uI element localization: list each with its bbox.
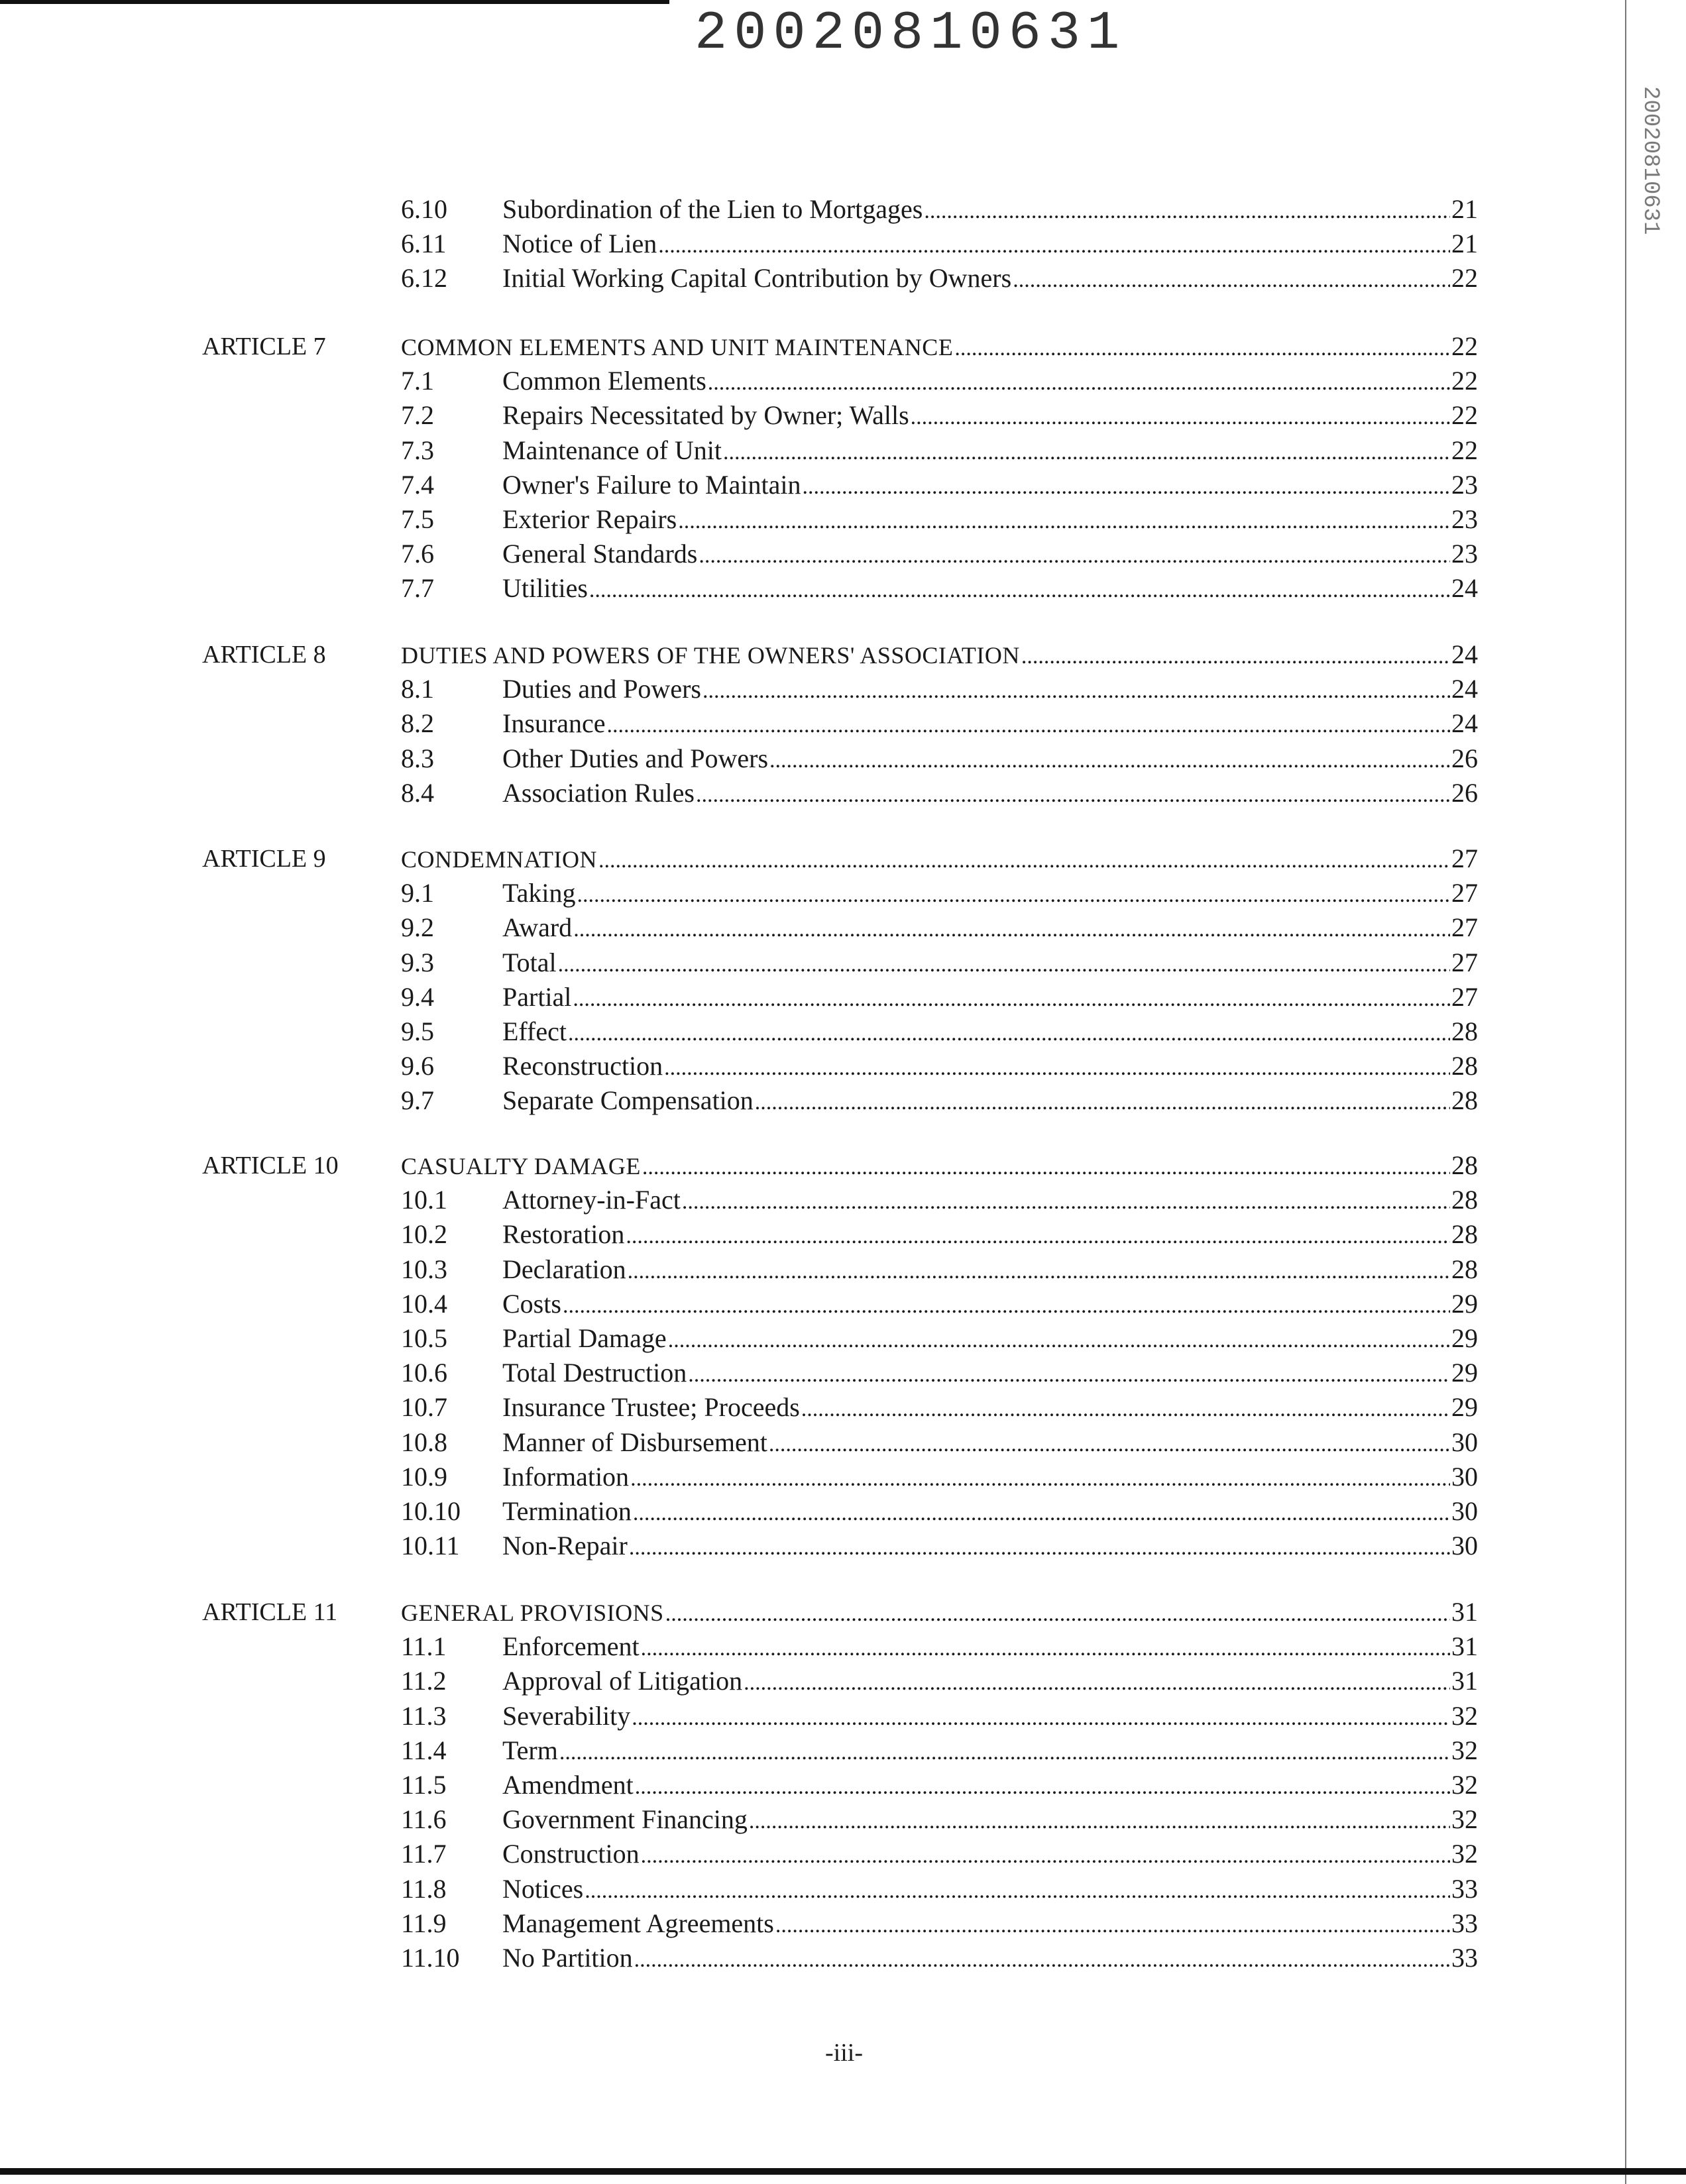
- section-number: 11.1: [401, 1631, 447, 1662]
- entry-page: 24: [1451, 674, 1478, 704]
- entry-title: Effect: [502, 1016, 567, 1046]
- dot-leader: [634, 1943, 1450, 1977]
- section-number: 10.1: [401, 1185, 447, 1215]
- entry-title: Declaration: [502, 1254, 626, 1284]
- dot-leader: [558, 948, 1450, 982]
- entry-page: 21: [1451, 229, 1478, 259]
- entry-page: 33: [1451, 1943, 1478, 1973]
- toc-entry[interactable]: [502, 1049, 1478, 1083]
- section-number: 9.4: [401, 981, 434, 1012]
- entry-page: 22: [1451, 366, 1478, 396]
- dot-leader: [626, 1219, 1450, 1254]
- toc-entry[interactable]: [502, 1321, 1478, 1356]
- section-number: 6.12: [401, 263, 447, 294]
- section-number: 10.6: [401, 1358, 447, 1388]
- dot-leader: [911, 400, 1450, 435]
- toc-entry[interactable]: [502, 1217, 1478, 1252]
- article-label: ARTICLE 7: [202, 333, 326, 360]
- toc-entry[interactable]: [502, 1083, 1478, 1118]
- dot-leader: [664, 1051, 1450, 1085]
- entry-page: 31: [1451, 1631, 1478, 1662]
- entry-page: 24: [1451, 708, 1478, 739]
- entry-page: 24: [1451, 573, 1478, 604]
- toc-entry[interactable]: [502, 1837, 1478, 1871]
- section-number: 8.1: [401, 674, 434, 704]
- article-page: 24: [1451, 639, 1478, 669]
- toc-entry[interactable]: [502, 537, 1478, 571]
- dot-leader: [573, 912, 1450, 947]
- entry-title: Termination: [502, 1496, 632, 1526]
- entry-page: 26: [1451, 777, 1478, 808]
- article-label: ARTICLE 10: [202, 1152, 339, 1179]
- entry-page: 23: [1451, 539, 1478, 569]
- dot-leader: [665, 1597, 1450, 1631]
- toc-entry[interactable]: [502, 1460, 1478, 1494]
- section-number: 11.4: [401, 1735, 447, 1765]
- entry-title: Notices: [502, 1873, 584, 1904]
- article-page: 28: [1451, 1150, 1478, 1180]
- section-number: 9.6: [401, 1051, 434, 1081]
- entry-page: 29: [1451, 1288, 1478, 1319]
- toc-entry[interactable]: [502, 980, 1478, 1014]
- section-number: 11.2: [401, 1666, 447, 1696]
- entry-title: Insurance: [502, 708, 606, 739]
- entry-title: Reconstruction: [502, 1051, 663, 1081]
- entry-page: 28: [1451, 1085, 1478, 1116]
- toc-entry[interactable]: [502, 1183, 1478, 1217]
- dot-leader: [802, 470, 1450, 504]
- article-heading[interactable]: [401, 1595, 1478, 1629]
- article-title: DUTIES AND POWERS OF THE OWNERS' ASSOCIATION: [401, 642, 1020, 669]
- entry-title: Maintenance of Unit: [502, 435, 722, 465]
- entry-page: 28: [1451, 1219, 1478, 1250]
- section-number: 11.6: [401, 1804, 447, 1835]
- entry-title: Notice of Lien: [502, 229, 657, 259]
- section-number: 9.5: [401, 1016, 434, 1046]
- toc-entry[interactable]: [502, 946, 1478, 980]
- entry-title: Initial Working Capital Contribution by Owners: [502, 263, 1012, 294]
- entry-page: 23: [1451, 469, 1478, 500]
- section-number: 7.1: [401, 366, 434, 396]
- entry-title: Taking: [502, 878, 576, 908]
- toc-entry[interactable]: [502, 910, 1478, 945]
- toc-entry[interactable]: [502, 468, 1478, 502]
- section-number: 8.3: [401, 743, 434, 773]
- section-number: 11.10: [401, 1943, 460, 1973]
- entry-page: 32: [1451, 1700, 1478, 1731]
- toc-entry[interactable]: [502, 571, 1478, 606]
- entry-title: Utilities: [502, 573, 588, 604]
- toc-entry[interactable]: [502, 1872, 1478, 1906]
- toc-entry[interactable]: [502, 502, 1478, 537]
- section-number: 10.3: [401, 1254, 447, 1284]
- article-label: ARTICLE 11: [202, 1598, 338, 1626]
- entry-page: 29: [1451, 1358, 1478, 1388]
- section-number: 11.5: [401, 1770, 447, 1800]
- dot-leader: [755, 1085, 1450, 1120]
- toc-entry[interactable]: [502, 776, 1478, 810]
- entry-page: 28: [1451, 1016, 1478, 1046]
- section-number: 7.6: [401, 539, 434, 569]
- entry-page: 32: [1451, 1770, 1478, 1800]
- entry-title: Other Duties and Powers: [502, 743, 769, 773]
- toc-entry[interactable]: [502, 1941, 1478, 1975]
- dot-leader: [658, 229, 1450, 263]
- section-number: 11.7: [401, 1839, 447, 1869]
- entry-title: Approval of Litigation: [502, 1666, 743, 1696]
- dot-leader: [749, 1804, 1450, 1839]
- entry-title: Costs: [502, 1288, 561, 1319]
- entry-page: 21: [1451, 194, 1478, 224]
- toc-entry[interactable]: [502, 1252, 1478, 1287]
- dot-leader: [678, 504, 1450, 539]
- toc-entry[interactable]: [502, 1768, 1478, 1802]
- dot-leader: [635, 1770, 1450, 1804]
- dot-leader: [696, 778, 1450, 812]
- entry-page: 30: [1451, 1427, 1478, 1457]
- entry-title: Award: [502, 912, 573, 943]
- section-number: 10.2: [401, 1219, 447, 1250]
- dot-leader: [668, 1323, 1450, 1358]
- entry-title: Amendment: [502, 1770, 634, 1800]
- dot-leader: [629, 1531, 1450, 1565]
- toc-entry[interactable]: [502, 876, 1478, 910]
- dot-leader: [699, 539, 1450, 573]
- entry-title: Total Destruction: [502, 1358, 687, 1388]
- entry-title: Manner of Disbursement: [502, 1427, 767, 1457]
- dot-leader: [769, 743, 1450, 778]
- entry-page: 23: [1451, 504, 1478, 534]
- dot-leader: [1013, 263, 1450, 298]
- dot-leader: [641, 1839, 1450, 1873]
- section-number: 10.7: [401, 1392, 447, 1423]
- article-heading[interactable]: [401, 1148, 1478, 1183]
- entry-title: No Partition: [502, 1943, 633, 1973]
- entry-title: Total: [502, 947, 557, 977]
- section-number: 7.2: [401, 400, 434, 431]
- entry-page: 28: [1451, 1254, 1478, 1284]
- article-title: COMMON ELEMENTS AND UNIT MAINTENANCE: [401, 334, 954, 360]
- section-number: 10.5: [401, 1323, 447, 1353]
- entry-page: 22: [1451, 400, 1478, 431]
- section-number: 7.5: [401, 504, 434, 534]
- dot-leader: [559, 1735, 1450, 1770]
- article-title: CONDEMNATION: [401, 846, 597, 873]
- entry-page: 32: [1451, 1804, 1478, 1835]
- article-page: 27: [1451, 844, 1478, 873]
- section-number: 6.10: [401, 194, 447, 224]
- dot-leader: [633, 1496, 1450, 1531]
- entry-page: 30: [1451, 1531, 1478, 1561]
- toc-entry[interactable]: [502, 433, 1478, 468]
- page-number: -iii-: [825, 2039, 863, 2067]
- article-page: 22: [1451, 331, 1478, 361]
- section-number: 10.11: [401, 1531, 460, 1561]
- entry-title: Construction: [502, 1839, 640, 1869]
- section-number: 7.3: [401, 435, 434, 465]
- section-number: 7.7: [401, 573, 434, 604]
- dot-leader: [589, 573, 1450, 608]
- article-heading[interactable]: [401, 637, 1478, 672]
- toc-entry[interactable]: [502, 398, 1478, 433]
- entry-title: Association Rules: [502, 777, 695, 808]
- section-number: 9.3: [401, 947, 434, 977]
- section-number: 8.2: [401, 708, 434, 739]
- dot-leader: [708, 366, 1450, 400]
- dot-leader: [642, 1150, 1450, 1185]
- toc-entry[interactable]: [502, 227, 1478, 261]
- entry-title: Insurance Trustee; Proceeds: [502, 1392, 800, 1423]
- toc-entry[interactable]: [502, 1287, 1478, 1321]
- article-label: ARTICLE 8: [202, 641, 326, 669]
- entry-title: Attorney-in-Fact: [502, 1185, 681, 1215]
- entry-page: 30: [1451, 1496, 1478, 1526]
- entry-title: General Standards: [502, 539, 698, 569]
- entry-page: 32: [1451, 1735, 1478, 1765]
- article-title: GENERAL PROVISIONS: [401, 1600, 664, 1626]
- toc-entry[interactable]: [502, 1699, 1478, 1733]
- toc-entry[interactable]: [502, 1356, 1478, 1390]
- toc-entry[interactable]: [502, 1390, 1478, 1425]
- dot-leader: [688, 1358, 1450, 1392]
- dot-leader: [628, 1254, 1450, 1289]
- dot-leader: [573, 982, 1450, 1016]
- toc-entry[interactable]: [502, 364, 1478, 398]
- entry-page: 26: [1451, 743, 1478, 773]
- entry-page: 31: [1451, 1666, 1478, 1696]
- dot-leader: [606, 708, 1450, 743]
- entry-page: 22: [1451, 435, 1478, 465]
- section-number: 6.11: [401, 229, 447, 259]
- section-number: 11.3: [401, 1700, 447, 1731]
- entry-title: Duties and Powers: [502, 674, 701, 704]
- top-rule: [0, 0, 669, 4]
- entry-page: 33: [1451, 1908, 1478, 1938]
- dot-leader: [563, 1289, 1450, 1323]
- bottom-rule: [0, 2168, 1686, 2175]
- entry-page: 27: [1451, 947, 1478, 977]
- toc-entry[interactable]: [502, 1802, 1478, 1837]
- entry-page: 28: [1451, 1051, 1478, 1081]
- toc-entry[interactable]: [502, 1733, 1478, 1768]
- toc-entry[interactable]: [502, 1629, 1478, 1664]
- section-number: 10.10: [401, 1496, 461, 1526]
- page-edge-divider: [1625, 0, 1626, 2184]
- section-number: 10.8: [401, 1427, 447, 1457]
- entry-title: Repairs Necessitated by Owner; Walls: [502, 400, 909, 431]
- entry-page: 27: [1451, 981, 1478, 1012]
- dot-leader: [577, 878, 1450, 912]
- dot-leader: [598, 844, 1450, 878]
- entry-page: 32: [1451, 1839, 1478, 1869]
- section-number: 10.4: [401, 1288, 447, 1319]
- entry-page: 29: [1451, 1323, 1478, 1353]
- entry-title: Term: [502, 1735, 558, 1765]
- dot-leader: [769, 1427, 1450, 1462]
- toc-entry[interactable]: [502, 1425, 1478, 1460]
- toc-entry[interactable]: [502, 1014, 1478, 1049]
- toc-entry[interactable]: [502, 192, 1478, 227]
- toc-entry[interactable]: [502, 1906, 1478, 1941]
- dot-leader: [775, 1908, 1450, 1943]
- section-number: 11.8: [401, 1873, 447, 1904]
- section-number: 8.4: [401, 777, 434, 808]
- entry-title: Subordination of the Lien to Mortgages: [502, 194, 923, 224]
- entry-title: Owner's Failure to Maintain: [502, 469, 801, 500]
- article-heading[interactable]: [401, 329, 1478, 364]
- entry-page: 27: [1451, 912, 1478, 943]
- section-number: 9.2: [401, 912, 434, 943]
- entry-title: Severability: [502, 1700, 631, 1731]
- entry-title: Exterior Repairs: [502, 504, 677, 534]
- section-number: 7.4: [401, 469, 434, 500]
- entry-title: Non-Repair: [502, 1531, 628, 1561]
- section-number: 9.1: [401, 878, 434, 908]
- dot-leader: [723, 435, 1450, 470]
- entry-title: Restoration: [502, 1219, 625, 1250]
- document-number: 20020810631: [695, 3, 1127, 64]
- dot-leader: [585, 1874, 1450, 1908]
- entry-title: Partial: [502, 981, 572, 1012]
- entry-title: Information: [502, 1461, 630, 1492]
- dot-leader: [954, 331, 1450, 366]
- toc-entry[interactable]: [502, 1664, 1478, 1698]
- dot-leader: [630, 1462, 1450, 1496]
- entry-page: 22: [1451, 263, 1478, 294]
- toc-entry[interactable]: [502, 1529, 1478, 1563]
- dot-leader: [632, 1701, 1450, 1735]
- section-number: 9.7: [401, 1085, 434, 1116]
- dot-leader: [641, 1631, 1450, 1666]
- side-stamp: 20020810631: [1638, 86, 1663, 235]
- section-number: 10.9: [401, 1461, 447, 1492]
- dot-leader: [682, 1185, 1450, 1219]
- entry-page: 30: [1451, 1461, 1478, 1492]
- article-label: ARTICLE 9: [202, 845, 326, 873]
- toc-entry[interactable]: [502, 706, 1478, 741]
- section-number: 11.9: [401, 1908, 447, 1938]
- entry-title: Partial Damage: [502, 1323, 667, 1353]
- entry-title: Management Agreements: [502, 1908, 774, 1938]
- entry-title: Enforcement: [502, 1631, 640, 1662]
- toc-entry[interactable]: [502, 672, 1478, 706]
- dot-leader: [1021, 639, 1450, 674]
- entry-page: 28: [1451, 1185, 1478, 1215]
- article-title: CASUALTY DAMAGE: [401, 1153, 641, 1179]
- dot-leader: [702, 674, 1450, 708]
- entry-title: Common Elements: [502, 366, 706, 396]
- entry-page: 33: [1451, 1873, 1478, 1904]
- dot-leader: [568, 1016, 1450, 1051]
- entry-title: Government Financing: [502, 1804, 748, 1835]
- entry-title: Separate Compensation: [502, 1085, 754, 1116]
- entry-page: 27: [1451, 878, 1478, 908]
- article-heading[interactable]: [401, 842, 1478, 876]
- dot-leader: [801, 1392, 1450, 1427]
- toc-entry[interactable]: [502, 741, 1478, 776]
- toc-entry[interactable]: [502, 1494, 1478, 1529]
- toc-entry[interactable]: [502, 261, 1478, 296]
- article-page: 31: [1451, 1597, 1478, 1627]
- dot-leader: [744, 1666, 1450, 1700]
- entry-page: 29: [1451, 1392, 1478, 1423]
- dot-leader: [924, 194, 1450, 229]
